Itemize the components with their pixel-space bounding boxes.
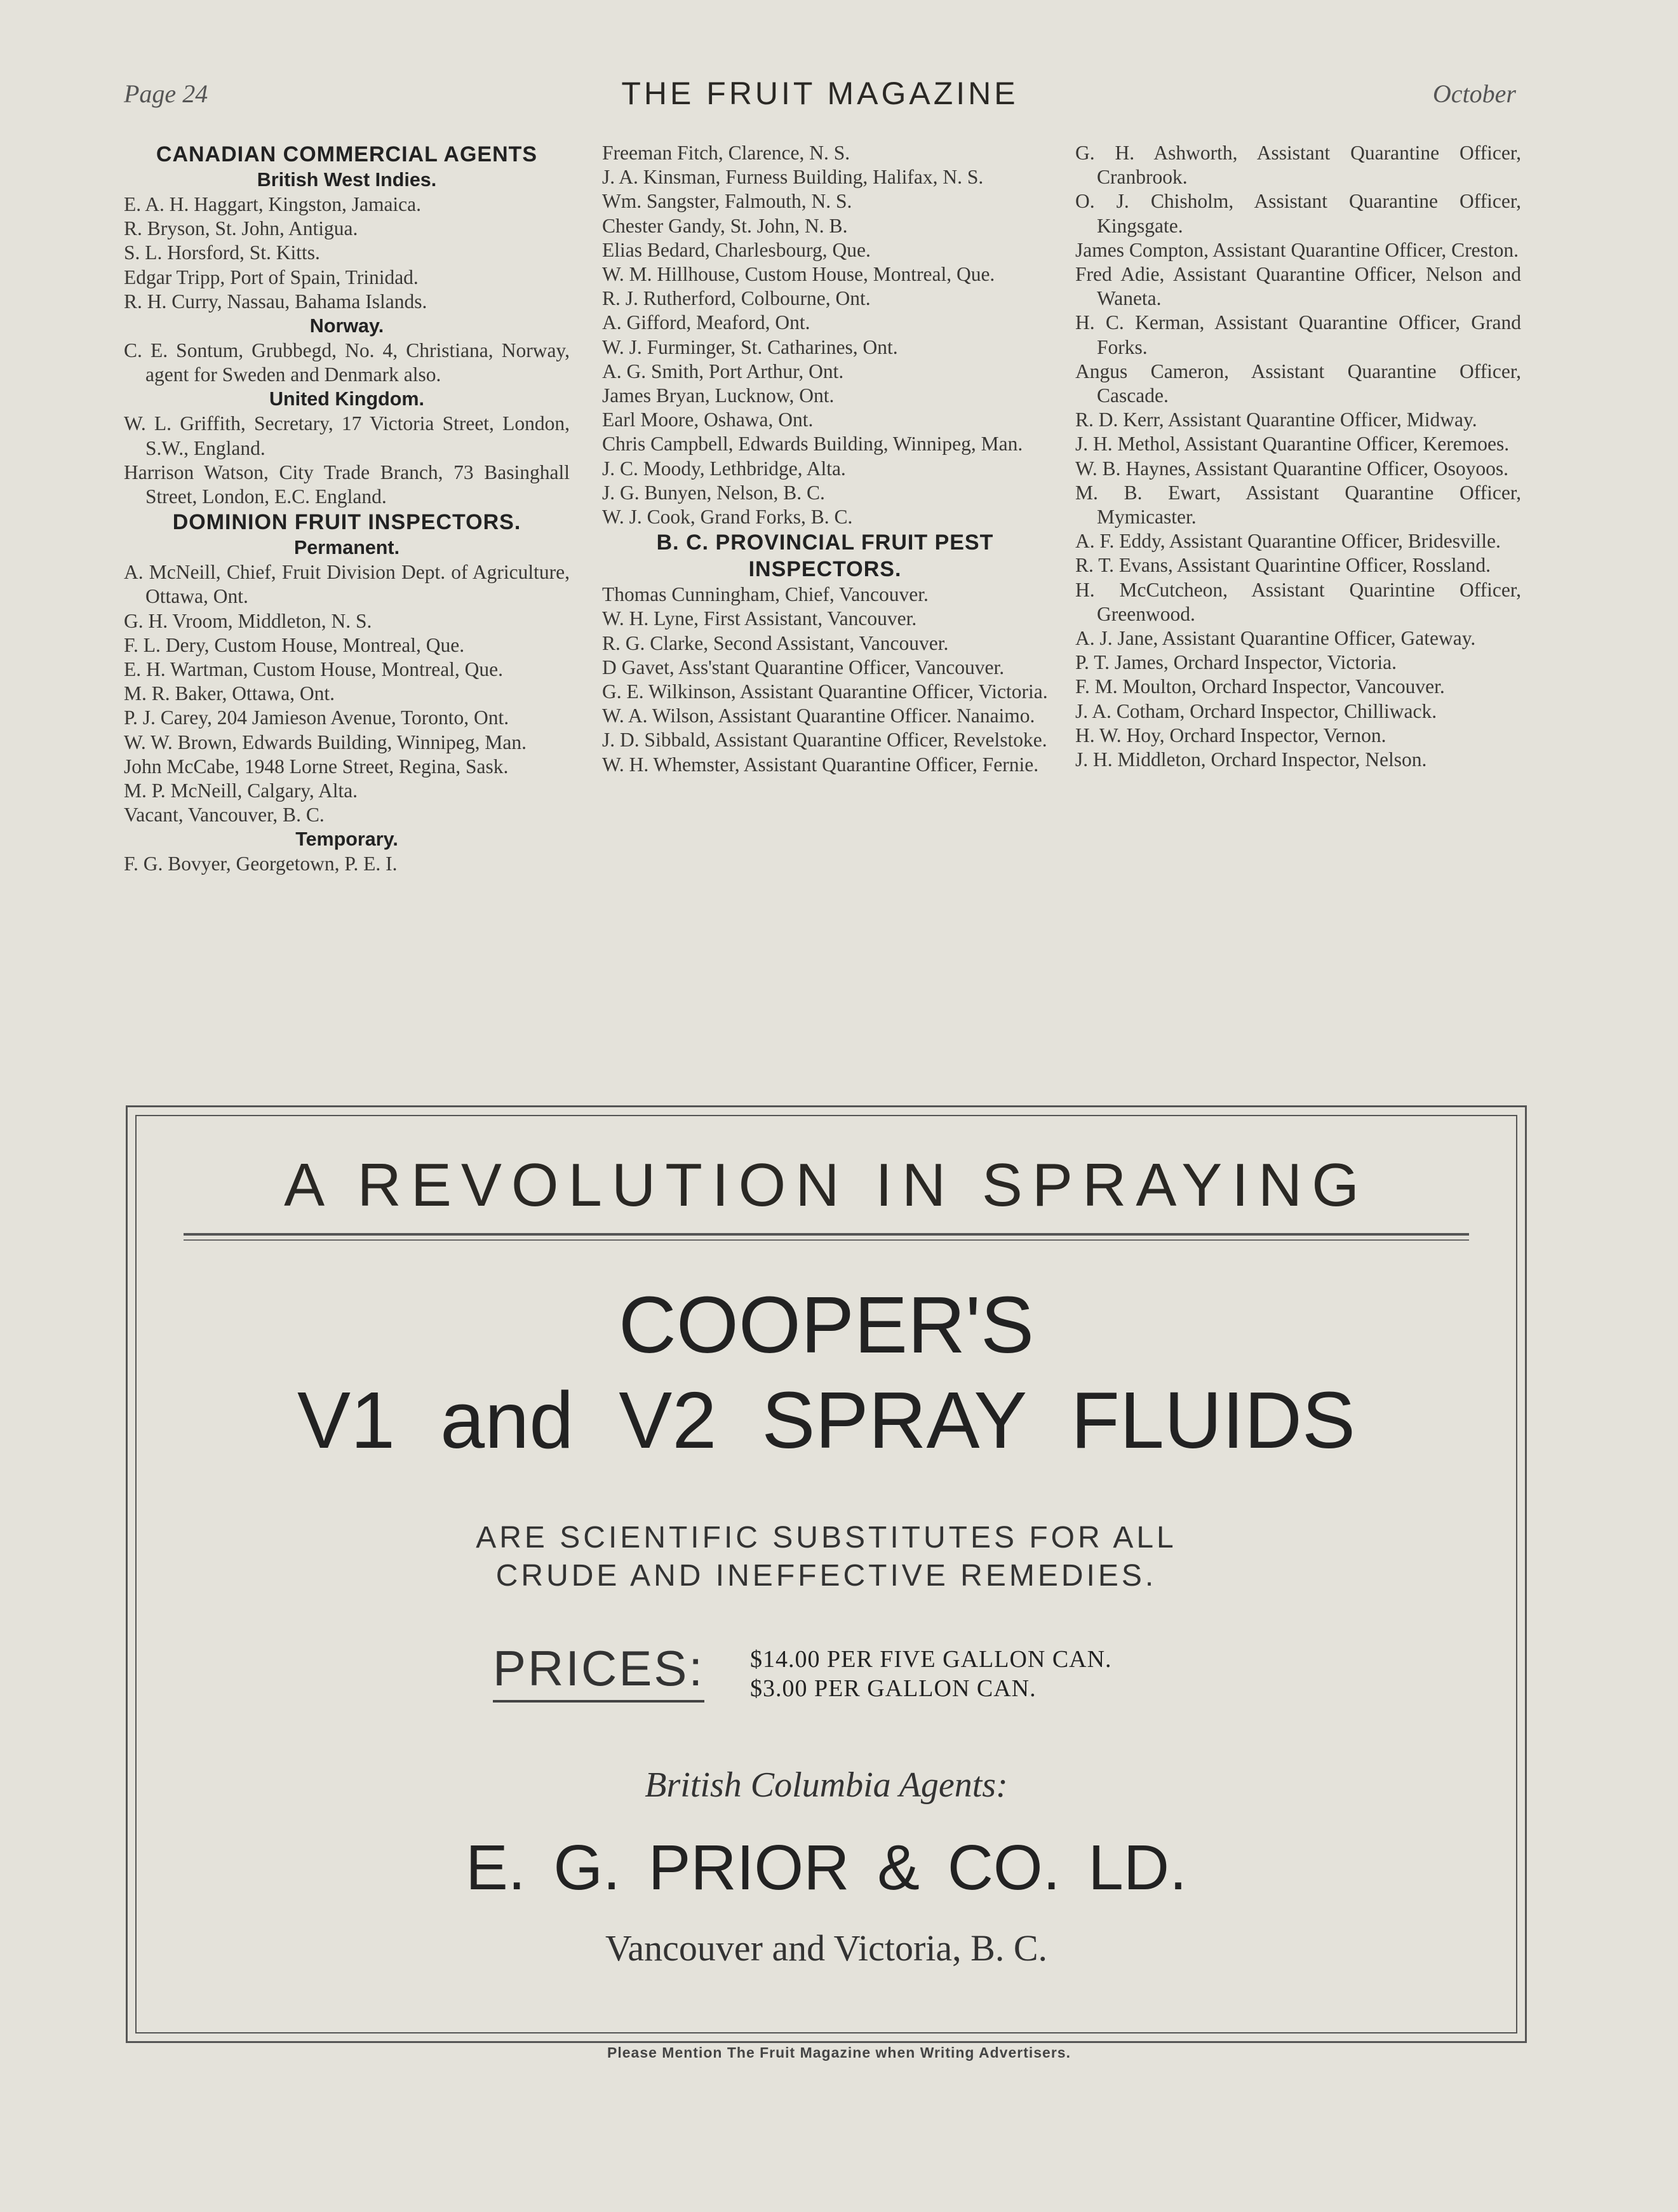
- ad-headline: A REVOLUTION IN SPRAYING: [284, 1151, 1369, 1219]
- list-item: W. H. Whemster, Assistant Quarantine Officer, Fernie.: [602, 753, 1039, 776]
- list-item: J. D. Sibbald, Assistant Quarantine Officer, Revelstoke.: [602, 729, 1047, 752]
- list-item: W. M. Hillhouse, Custom House, Montreal, Que.: [602, 263, 995, 286]
- list-item: Freeman Fitch, Clarence, N. S.: [602, 142, 850, 164]
- list-item: R. T. Evans, Assistant Quarintine Officer, Rossland.: [1075, 554, 1491, 577]
- page-header: [124, 75, 1516, 113]
- list-item: J. H. Methol, Assistant Quarantine Officer, Keremoes.: [1075, 433, 1510, 455]
- list-item: R. Bryson, St. John, Antigua.: [124, 217, 358, 240]
- list-item: Chester Gandy, St. John, N. B.: [602, 214, 848, 237]
- list-item: R. H. Curry, Nassau, Bahama Islands.: [124, 290, 427, 313]
- ad-firm-name: E. G. PRIOR & CO. LD.: [466, 1832, 1187, 1903]
- list-item: H. C. Kerman, Assistant Quarantine Officer, Grand Forks.: [1075, 311, 1521, 358]
- list-item: J. A. Cotham, Orchard Inspector, Chilliwack.: [1075, 699, 1437, 722]
- list-item: R. J. Rutherford, Colbourne, Ont.: [602, 287, 871, 310]
- list-item: Earl Moore, Oshawa, Ont.: [602, 408, 814, 431]
- list-item: W. H. Lyne, First Assistant, Vancouver.: [602, 607, 917, 630]
- column-2: [602, 141, 1048, 777]
- ad-agents-label: British Columbia Agents:: [645, 1765, 1008, 1805]
- list-item: P. T. James, Orchard Inspector, Victoria.: [1075, 651, 1397, 674]
- list-item: J. A. Kinsman, Furness Building, Halifax, N. S.: [602, 166, 984, 189]
- list-item: G. H. Vroom, Middleton, N. S.: [124, 609, 372, 632]
- ad-prices-label: PRICES:: [493, 1640, 704, 1703]
- list-item: R. D. Kerr, Assistant Quarantine Officer, Midway.: [1075, 408, 1477, 431]
- section-subheading: Temporary.: [295, 828, 398, 851]
- ad-rule: [184, 1233, 1469, 1236]
- list-item: Harrison Watson, City Trade Branch, 73 Basinghall Street, London, E.C. England.: [124, 461, 570, 508]
- list-item: E. H. Wartman, Custom House, Montreal, Que.: [124, 658, 504, 681]
- list-item: E. A. H. Haggart, Kingston, Jamaica.: [124, 193, 422, 215]
- list-item: J. H. Middleton, Orchard Inspector, Nelson.: [1075, 748, 1427, 771]
- list-item: G. E. Wilkinson, Assistant Quarantine Officer, Victoria.: [602, 680, 1048, 703]
- ad-price-list: [750, 1645, 1112, 1703]
- list-item: Chris Campbell, Edwards Building, Winnipeg, Man.: [602, 433, 1023, 455]
- list-item: W. W. Brown, Edwards Building, Winnipeg, Man.: [124, 731, 527, 753]
- list-item: W. B. Haynes, Assistant Quarantine Officer, Osoyoos.: [1075, 457, 1509, 480]
- list-item: P. J. Carey, 204 Jamieson Avenue, Toronto, Ont.: [124, 706, 509, 729]
- list-item: W. L. Griffith, Secretary, 17 Victoria Street, London, S.W., England.: [124, 412, 570, 459]
- section-subheading: United Kingdom.: [269, 388, 424, 410]
- list-item: A. Gifford, Meaford, Ont.: [602, 311, 810, 334]
- list-item: A. F. Eddy, Assistant Quarantine Officer, Bridesville.: [1075, 530, 1501, 553]
- ad-price: $14.00 PER FIVE GALLON CAN.: [750, 1646, 1112, 1673]
- page-number: Page 24: [124, 79, 208, 108]
- list-item: A. G. Smith, Port Arthur, Ont.: [602, 360, 844, 382]
- list-item: H. McCutcheon, Assistant Quarintine Officer, Greenwood.: [1075, 578, 1521, 625]
- ad-firm-location: Vancouver and Victoria, B. C.: [605, 1927, 1048, 1969]
- list-item: D Gavet, Ass'stant Quarantine Officer, Vancouver.: [602, 656, 1005, 678]
- ad-claim-line: ARE SCIENTIFIC SUBSTITUTES FOR ALL: [476, 1521, 1177, 1554]
- section-heading: CANADIAN COMMERCIAL AGENTS: [156, 142, 538, 166]
- advertisement-box: [126, 1105, 1527, 2043]
- list-item: W. J. Cook, Grand Forks, B. C.: [602, 506, 853, 529]
- list-item: J. C. Moody, Lethbridge, Alta.: [602, 457, 846, 480]
- issue-month: October: [1432, 79, 1516, 108]
- list-item: M. B. Ewart, Assistant Quarantine Officer, Mymicaster.: [1075, 481, 1521, 529]
- ad-brand: COOPER'S: [618, 1280, 1035, 1370]
- section-subheading: Permanent.: [293, 537, 400, 559]
- column-1: [124, 141, 570, 877]
- section-subheading: Norway.: [309, 315, 384, 337]
- list-item: Fred Adie, Assistant Quarantine Officer, Nelson and Waneta.: [1075, 263, 1521, 310]
- list-item: Thomas Cunningham, Chief, Vancouver.: [602, 583, 929, 606]
- list-item: M. P. McNeill, Calgary, Alta.: [124, 779, 358, 802]
- page-footer: Please Mention The Fruit Magazine when Writing Advertisers.: [607, 2044, 1071, 2061]
- list-item: James Compton, Assistant Quarantine Officer, Creston.: [1075, 238, 1519, 261]
- list-item: O. J. Chisholm, Assistant Quarantine Officer, Kingsgate.: [1075, 190, 1521, 237]
- list-item: Edgar Tripp, Port of Spain, Trinidad.: [124, 266, 419, 288]
- list-item: J. G. Bunyen, Nelson, B. C.: [602, 481, 825, 504]
- column-3: [1075, 141, 1521, 772]
- list-item: C. E. Sontum, Grubbegd, No. 4, Christiana, Norway, agent for Sweden and Denmark also.: [124, 339, 570, 386]
- ad-rule: [184, 1239, 1469, 1241]
- list-item: James Bryan, Lucknow, Ont.: [602, 384, 835, 407]
- ad-price: $3.00 PER GALLON CAN.: [750, 1675, 1037, 1702]
- list-item: W. A. Wilson, Assistant Quarantine Officer. Nanaimo.: [602, 705, 1035, 727]
- list-item: A. J. Jane, Assistant Quarantine Officer, Gateway.: [1075, 627, 1476, 650]
- list-item: F. G. Bovyer, Georgetown, P. E. I.: [124, 853, 398, 875]
- list-item: H. W. Hoy, Orchard Inspector, Vernon.: [1075, 724, 1386, 746]
- magazine-title: THE FRUIT MAGAZINE: [621, 76, 1019, 111]
- list-item: F. M. Moulton, Orchard Inspector, Vancouver.: [1075, 675, 1445, 698]
- list-item: F. L. Dery, Custom House, Montreal, Que.: [124, 633, 465, 656]
- list-item: John McCabe, 1948 Lorne Street, Regina, Sask.: [124, 755, 509, 778]
- section-subheading: British West Indies.: [257, 169, 437, 191]
- list-item: S. L. Horsford, St. Kitts.: [124, 241, 320, 264]
- list-item: R. G. Clarke, Second Assistant, Vancouver.: [602, 631, 949, 654]
- list-item: A. McNeill, Chief, Fruit Division Dept. of Agriculture, Ottawa, Ont.: [124, 561, 570, 608]
- ad-product: V1 and V2 SPRAY FLUIDS: [297, 1375, 1356, 1465]
- section-heading: DOMINION FRUIT INSPECTORS.: [172, 510, 521, 535]
- list-item: W. J. Furminger, St. Catharines, Ont.: [602, 335, 898, 358]
- ad-claim-line: CRUDE AND INEFFECTIVE REMEDIES.: [495, 1559, 1157, 1593]
- list-item: Wm. Sangster, Falmouth, N. S.: [602, 190, 852, 213]
- list-item: Angus Cameron, Assistant Quarantine Officer, Cascade.: [1075, 360, 1521, 407]
- list-item: Elias Bedard, Charlesbourg, Que.: [602, 238, 871, 261]
- list-item: G. H. Ashworth, Assistant Quarantine Officer, Cranbrook.: [1075, 142, 1521, 189]
- list-item: M. R. Baker, Ottawa, Ont.: [124, 682, 335, 705]
- list-item: Vacant, Vancouver, B. C.: [124, 804, 325, 826]
- section-heading: B. C. PROVINCIAL FRUIT PEST INSPECTORS.: [656, 530, 994, 582]
